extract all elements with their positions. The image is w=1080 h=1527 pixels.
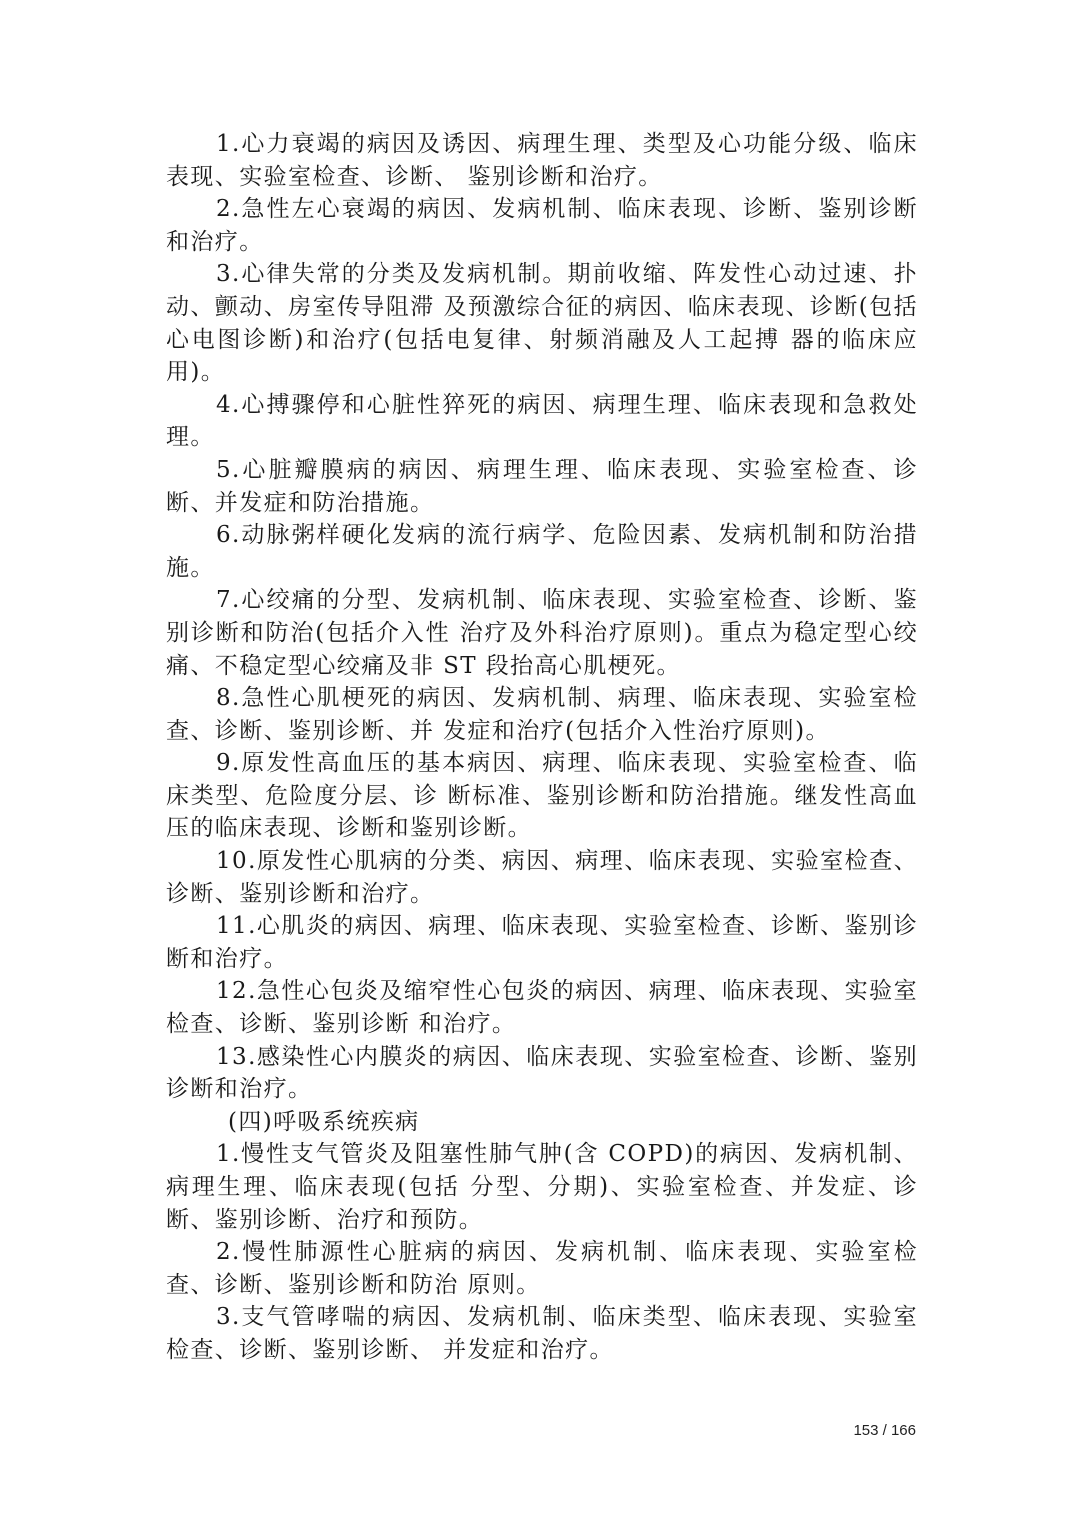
paragraph-atherosclerosis: 6.动脉粥样硬化发病的流行病学、危险因素、发病机制和防治措施。 (166, 522, 918, 581)
paragraph-arrhythmia: 3.心律失常的分类及发病机制。期前收缩、阵发性心动过速、扑动、颤动、房室传导阻滞 及预激综合征的病因、临床表现、诊断(包括心电图诊断)和治疗(包括电复律、射频消融及人工起搏 器的临床应用)。 (166, 261, 918, 386)
paragraph-cardiomyopathy: 10.原发性心肌病的分类、病因、病理、临床表现、实验室检查、诊断、鉴别诊断和治疗。 (166, 848, 918, 907)
paragraph-pulmonary-heart-disease: 2.慢性肺源性心脏病的病因、发病机制、临床表现、实验室检查、诊断、鉴别诊断和防治 原则。 (166, 1239, 918, 1298)
paragraph-pericarditis: 12.急性心包炎及缩窄性心包炎的病因、病理、临床表现、实验室检查、诊断、鉴别诊断 和治疗。 (166, 978, 918, 1038)
paragraph-hypertension: 9.原发性高血压的基本病因、病理、临床表现、实验室检查、临床类型、危险度分层、诊 断标准、鉴别诊断和防治措施。继发性高血压的临床表现、诊断和鉴别诊断。 (166, 750, 918, 842)
paragraph-angina: 7.心绞痛的分型、发病机制、临床表现、实验室检查、诊断、鉴别诊断和防治(包括介入性 治疗及外科治疗原则)。重点为稳定型心绞痛、不稳定型心绞痛及非 ST 段抬高心肌梗死。 (166, 587, 918, 679)
section-heading-respiratory: (四)呼吸系统疾病 (228, 1108, 420, 1135)
document-body (166, 128, 918, 1367)
paragraph-acute-left-heart-failure: 2.急性左心衰竭的病因、发病机制、临床表现、诊断、鉴别诊断和治疗。 (166, 196, 918, 255)
page-number: 153 / 166 (853, 1422, 916, 1439)
paragraph-myocardial-infarction: 8.急性心肌梗死的病因、发病机制、病理、临床表现、实验室检查、诊断、鉴别诊断、并 发症和治疗(包括介入性治疗原则)。 (166, 685, 918, 744)
paragraph-copd: 1.慢性支气管炎及阻塞性肺气肿(含 COPD)的病因、发病机制、病理生理、临床表现(包括 分型、分期)、实验室检查、并发症、诊断、鉴别诊断、治疗和预防。 (166, 1141, 918, 1233)
paragraph-myocarditis: 11.心肌炎的病因、病理、临床表现、实验室检查、诊断、鉴别诊断和治疗。 (166, 913, 918, 972)
paragraph-asthma: 3.支气管哮喘的病因、发病机制、临床类型、临床表现、实验室检查、诊断、鉴别诊断、 并发症和治疗。 (166, 1304, 918, 1363)
paragraph-heart-failure: 1.心力衰竭的病因及诱因、病理生理、类型及心功能分级、临床表现、实验室检查、诊断、 鉴别诊断和治疗。 (166, 131, 918, 190)
paragraph-cardiac-arrest: 4.心搏骤停和心脏性猝死的病因、病理生理、临床表现和急救处理。 (166, 391, 918, 451)
paragraph-valvular-disease: 5.心脏瓣膜病的病因、病理生理、临床表现、实验室检查、诊断、并发症和防治措施。 (166, 456, 918, 516)
paragraph-endocarditis: 13.感染性心内膜炎的病因、临床表现、实验室检查、诊断、鉴别诊断和治疗。 (166, 1043, 918, 1103)
